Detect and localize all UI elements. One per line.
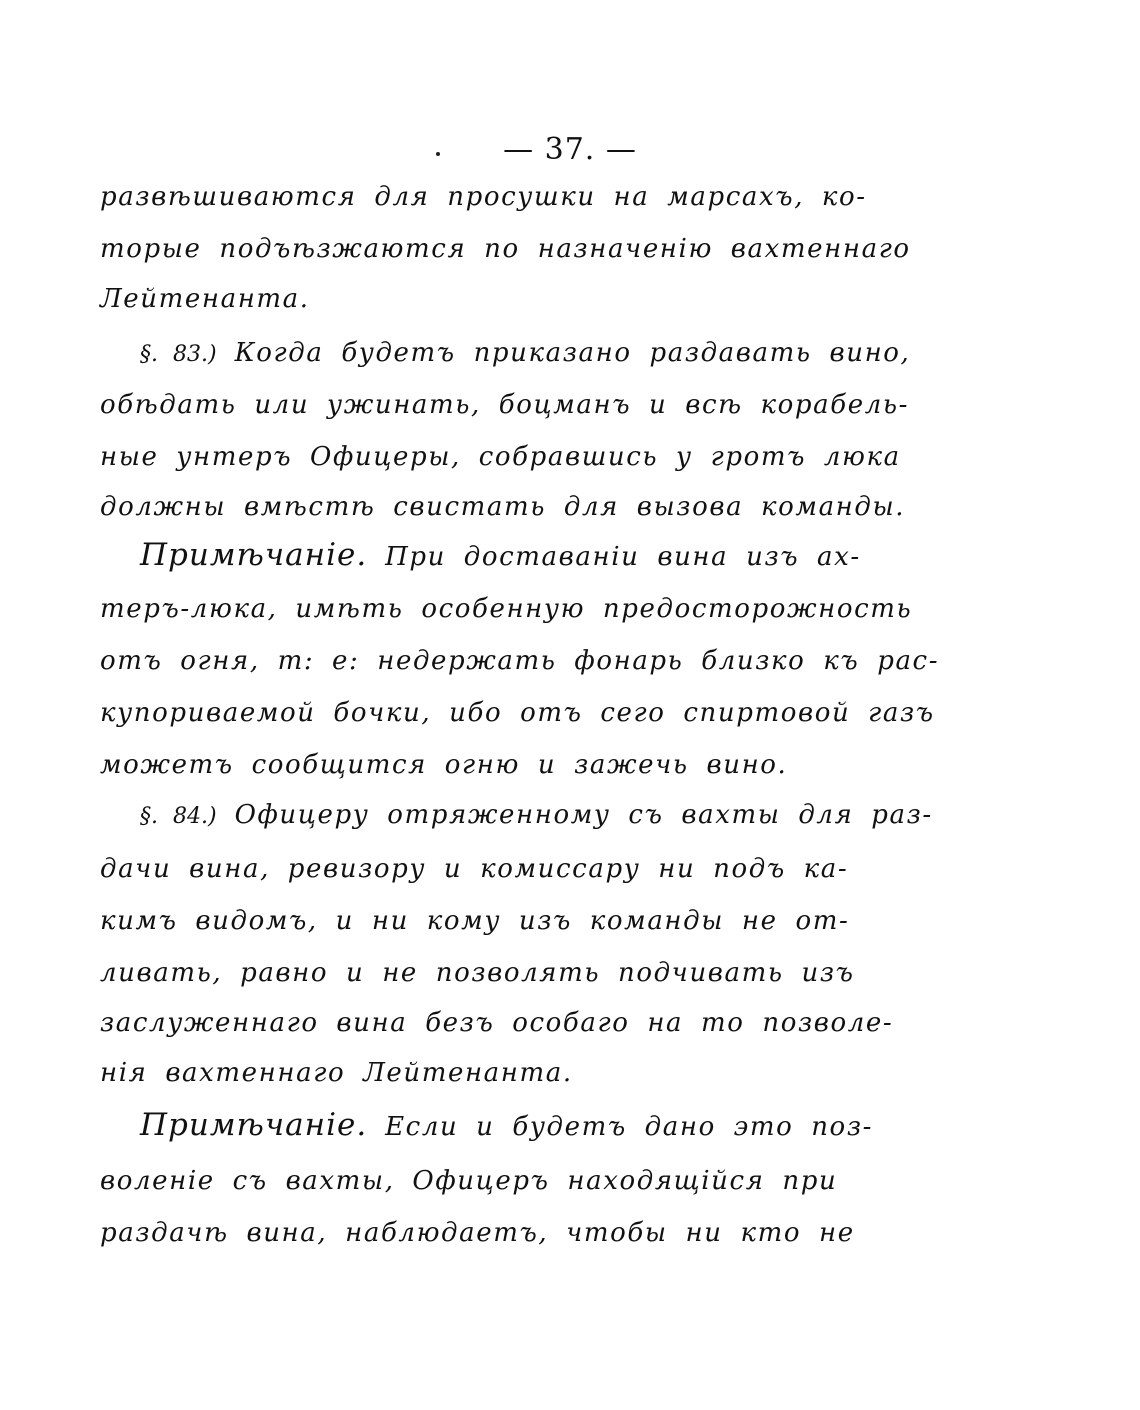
paragraph-83-line-1: [140, 336, 1000, 372]
text-line-17: заслуженнаго вина безъ особаго на то позволе-: [100, 1008, 894, 1038]
text-line-20: воленіе съ вахты, Офицеръ находящійся при: [100, 1166, 838, 1196]
text-line-18: нія вахтеннаго Лейтенанта.: [100, 1058, 573, 1088]
section-number-84: §. 84.): [140, 804, 217, 829]
page-number: — 37. —: [503, 132, 637, 167]
paragraph-84-text: Офицеру отряженному съ вахты для раз-: [234, 800, 933, 830]
note-heading: Примѣчаніе.: [140, 537, 368, 573]
note-2-line-1: [140, 1108, 1000, 1144]
text-line-2: торые подъѣзжаются по назначенію вахтеннаго: [100, 234, 911, 264]
text-line-9: теръ-люка, имѣть особенную предосторожность: [100, 594, 913, 624]
section-number-83: §. 83.): [140, 342, 217, 367]
text-line-5: обѣдать или ужинать, боцманъ и всѣ корабель-: [100, 390, 909, 420]
note-2-text: Если и будетъ дано это поз-: [385, 1112, 873, 1142]
text-line-10: отъ огня, т: е: недержать фонарь близко къ рас-: [100, 646, 940, 676]
text-line-3: Лейтенанта.: [100, 284, 310, 314]
text-line-14: дачи вина, ревизору и комиссару ни подъ ка-: [100, 854, 849, 884]
note-1-text: При доставаніи вина изъ ах-: [385, 542, 861, 572]
text-line-15: кимъ видомъ, и ни кому изъ команды не от-: [100, 906, 850, 936]
text-line-11: купориваемой бочки, ибо отъ сего спиртовой газъ: [100, 698, 935, 728]
note-heading: Примѣчаніе.: [140, 1107, 368, 1143]
text-line-12: можетъ сообщится огню и зажечь вино.: [100, 750, 788, 780]
text-line-6: ные унтеръ Офицеры, собравшись у гротъ люка: [100, 442, 901, 472]
paragraph-84-line-1: [140, 798, 1000, 834]
text-line-21: раздачѣ вина, наблюдаетъ, чтобы ни кто не: [100, 1218, 855, 1248]
text-line-7: должны вмѣстѣ свистать для вызова команды.: [100, 492, 906, 522]
text-line-16: ливать, равно и не позволять подчивать изъ: [100, 958, 855, 988]
note-1-line-1: [140, 538, 1000, 574]
paragraph-83-text: Когда будетъ приказано раздавать вино,: [234, 338, 911, 368]
text-line-1: развѣшиваются для просушки на марсахъ, ко-: [100, 182, 867, 212]
